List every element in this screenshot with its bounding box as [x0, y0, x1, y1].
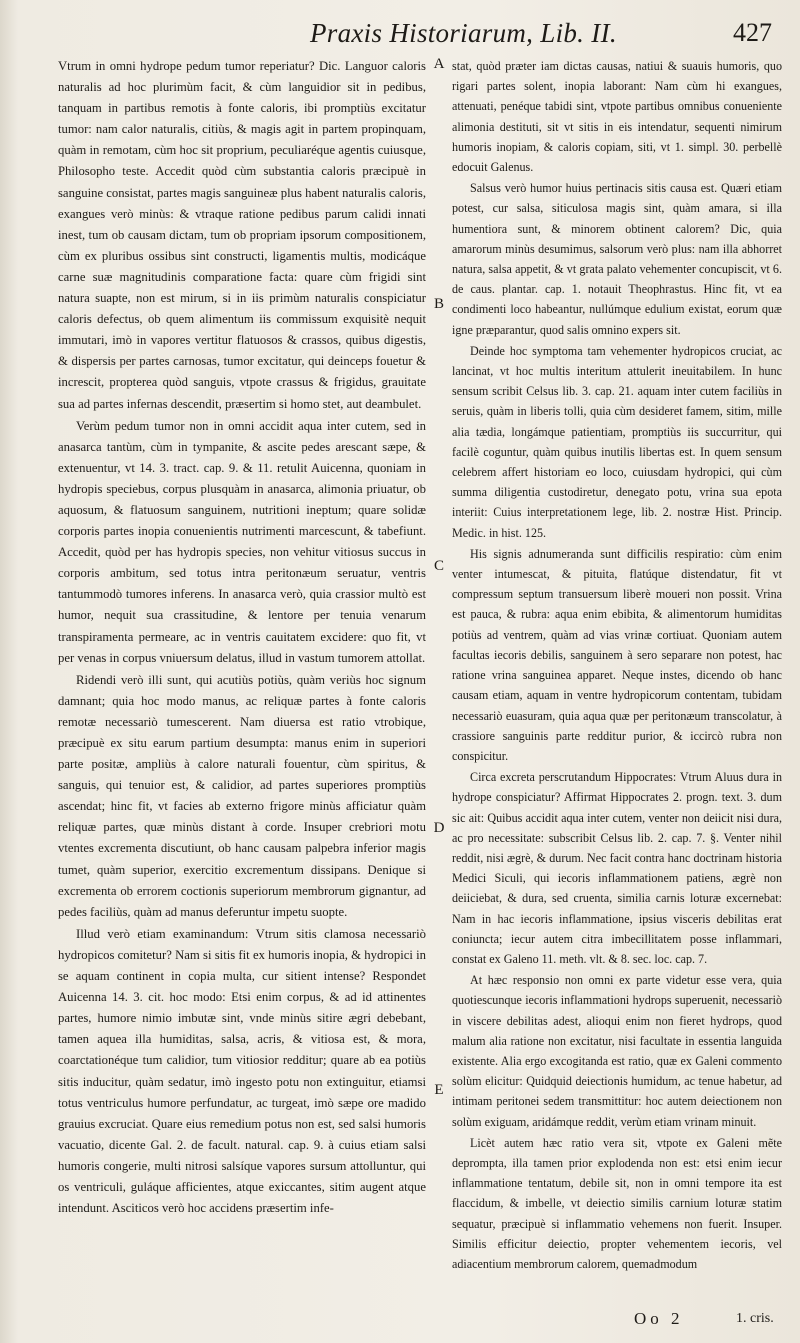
margin-marker-d: D [433, 820, 445, 836]
catchword: 1. cris. [736, 1311, 774, 1326]
paragraph: Circa excreta perscrutandum Hippocrates: Vtrum Aluus dura in hydrope conspiciatur? Affirmat Hippocrates 2. progn. text. 3. dum sic ait: Quibus accidit aqua inter cutem, venter non deiicit nisi dura, ac pro necessitate: subscribit Celsus lib. 2. cap. 7. §. Venter nihil reddit, nisi ægrè, & durum. Nec facit contra hanc doctrinam historia Medici Siculi, qui iecoris inflammationem patiens, ægrè non deiiciebat, & dura, sed cruenta, similia carnis loturæ excernebat: Nam in hac iecoris inflammatione, ipsius visceris debilitas erat coniuncta; iecur autem citra imbecillitatem posse inflammari, constat ex Galeno 11. meth. vlt. & 8. sec. loc. cap. 7. [452, 770, 782, 966]
running-title: Praxis Historiarum, Lib. II. [310, 18, 617, 48]
paragraph: Ridendi verò illi sunt, qui acutiùs potiùs, quàm veriùs hoc signum damnant; quia hoc modo manus, ac reliquæ partes à fonte caloris remotæ necessariò tumescerent. Nam diuersa est ratio vtrobique, præcipuè ex situ earum partium desumpta: manus enim in superiori parte positæ, ampliùs à calore naturali fouentur, cùm spiritus, & sanguis, qui tenuior est, & calidior, ad partes superiores promptiùs ascendat; hinc fit, vt facies ab externo frigore minùs afficiatur quàm reliquæ partes, quæ minùs distant à corde. Insuper crebriori motu vtentes excrementa discutiunt, ob hanc causam palpebra inferior magis tumet, quàm superior, exercitio excrementum dissipans. Denique si excrementa ob errorem coctionis superiorum membrorum gignantur, ad pedes faciliùs, quàm ad manus deferuntur impetu suopte. [58, 672, 426, 919]
left-column [58, 56, 426, 1219]
paragraph: Salsus verò humor huius pertinacis sitis causa est. Quæri etiam potest, cur salsa, siticulosa magis sint, quàm amara, si illa humentiora sunt, & minorem obtinent calorem? Dic, quia amarorum minùs desumimus, salsorum verò plus: nam illa abhorret natura, salsa appetit, & vt grata palato vehementer concupiscit, vt 6. de caus. plantar. cap. 1. notauit Theophrastus. Hinc fit, vt ea condimenti loco habeantur, nullúmque edulium existat, eorum quæ igne præparantur, quod salis omnino expers sit. [452, 181, 782, 337]
paragraph: Licèt autem hæc ratio vera sit, vtpote ex Galeni mẽte deprompta, illa tamen prior explodenda non est: etsi enim iecur inflammatione tentatum, debile sit, non in omni tempore ita est flaccidum, & imbelle, vt deiectio similis carnium loturæ statim sequatur, præcipuè si inflammatio vehemens non fuerit. Insuper. Similis efficitur deiectio, propter vehementem iecoris, vel adiacentium membrorum calorem, quemadmodum [452, 1135, 782, 1271]
page-footer [0, 1309, 800, 1339]
right-column [452, 56, 782, 1274]
page-number: 427 [733, 18, 772, 47]
page-header [60, 18, 780, 58]
paragraph: stat, quòd præter iam dictas causas, natiui & suauis humoris, quo rigari partes solent, inopia laborant: Nam cùm hi exangues, attenuati, penéque tabidi sint, vtpote partibus omnibus conueniente alimonia destituti, sit vt sitis in eis intendatur, sequenti nimirum humoris inopiam, & caloris copiam, siti, vt 1. simpl. 30. perbellè edocuit Galenus. [452, 59, 782, 175]
margin-marker-e: E [434, 1082, 444, 1098]
signature-mark: Oo 2 [634, 1309, 684, 1328]
paragraph: Illud verò etiam examinandum: Vtrum sitis clamosa necessariò hydropicos comitetur? Nam si sitis fit ex humoris inopia, & hydropici in se aquam continent in copia multa, cur sitient intense? Respondet Auicenna 14. 3. cit. hoc modo: Etsi enim corpus, & ad id attinentes partes, humore nimio imbutæ sint, vnde minùs sitire ægri debebant, tamen aquea illa humiditas, salsa, acris, & vitiosa est, & mora, coarctationéque tum calidior, tum vitiosior redditur; quare ab ea potiùs sitis inducitur, quàm sedatur, imò ingesto potu non extinguitur, etiamsi totus ventriculus humore perfundatur, ac turgeat, imò sæpe ore madido grauius excruciat. Quare eius remedium potus non est, sed salsi humoris vacuatio, dicente Gal. 2. de facult. natural. cap. 9. à cuius etiam salsi humoris congerie, multi nitrosi salsíque vapores sursum attolluntur, qui os ventriculi, guláque afficientes, atque exiccantes, sitim augent atque intendunt. Asciticos verò hoc accidens præsertim infe- [58, 926, 426, 1216]
margin-marker-b: B [433, 296, 444, 312]
paragraph: At hæc responsio non omni ex parte videtur esse vera, quia quotiescunque iecoris inflammationi hydrops superuenit, necessariò in viscere debilitas adest, alioqui enim non fieret hydrops, quod malum alia ratione non excitatur, nisi facultate in essentia languida existente. Alia ergo excogitanda est ratio, quæ ex Galeni commento solùm elicitur: Quidquid deiectionis humidum, ac tenue habetur, ad intimam peritonei sedem transmittitur: hoc autem deiectionem non solùm exiguam, aridámque reddit, verùm etiam vrinam minuit. [452, 973, 782, 1129]
paragraph: Deinde hoc symptoma tam vehementer hydropicos cruciat, ac lancinat, vt hoc multis interitum attulerit ineuitabilem. In hunc sensum scribit Celsus lib. 3. cap. 21. aquam inter cutem faciliùs in seruis, quàm in liberis tolli, quia cùm desideret famem, sitim, mille alia tædia, longámque patientiam, promptiùs iis succurritur, qui facilè coguntur, quàm quibus inutilis libertas est. In quem sensum celebrem affert historiam eo loco, cuiusdam hydropici, qui cùm summa diligentia custodiretur, denegato potu, vrina sua epota interiit: Cuius interpretationem lege, lib. 2. nostræ Hist. Princip. Medic. in hist. 125. [452, 343, 782, 540]
paragraph: Vtrum in omni hydrope pedum tumor reperiatur? Dic. Languor caloris naturalis ad hoc plurimùm facit, & cùm languidior sit in pedibus, tanquam in partibus remotis à fonte caloris, ibi promptiùs excitatur tumor: nam calor naturalis, citiùs, & magis agit in partem propinquam, quàm in remotam, cùm hoc sit proprium, peculiaréque agentis cuiusque, Philosopho teste. Accedit quòd cùm substantia caloris præcipuè in sanguine consistat, partes magis sanguineæ plus habent naturalis caloris, exangues verò minùs: & vtraque ratione pedibus parum calidi innati inest, tum ob causam dictam, tum ob propriam ipsorum compositionem, cùm ex pluribus ossibus sint constructi, ligamentis multis, modicáque carne suæ magnitudinis comparatione facta: quare cùm frigidi sint natura suapte, non est mirum, si in iis primùm naturalis conspiciatur caloris defectus, ob quem alimentum iis commissum exquisitè nequit immutari, imò in vapores vertitur flatuosos & crassos, quibus digestis, & dispersis per partes carnosas, tumor excitatur, qui deinceps fouetur & increscit, propterea quòd sanguis, vtpote crassus & frigidus, grauitate sua ad partes infernas descendit, præsertim si homo stet, aut deambulet. [58, 59, 426, 411]
paragraph: Verùm pedum tumor non in omni accidit aqua inter cutem, sed in anasarca tantùm, cùm in tympanite, & ascite pedes arescant sæpe, & extenuentur, vt 14. 3. tract. cap. 9. & 11. retulit Auicenna, quoniam in hydropis speciebus, corpus plusquàm in anasarca, alimonia priuatur, ob aquosum, & flatuosum sanguinem, nutritioni ineptum; quare solidæ corporis partes inopia conuenientis nutrimenti marcescunt, & tabefiunt. Accedit, quòd per has hydropis species, non vehitur vitiosus succus in corporis ambitum, sed totus intra peritonæum seruatur, ventris tantummodò tumores inferens. In anasarca verò, quia crassior multò est humor, nequit sua crassitudine, & lentore per tenuia venarum transpiramenta permeare, ac in ventris cauitatem excidere: quo fit, vt per venas in corpus vniuersum delatus, illud in vastum tumorem attollat. [58, 418, 426, 665]
margin-marker-a: A [433, 56, 445, 72]
paragraph: His signis adnumeranda sunt difficilis respiratio: cùm enim venter intumescat, & pituita, flatúque distendatur, fit vt compressum septum transuersum liberè moueri non possit. Vrina est pauca, & rubra: aqua enim ebibita, & alimentorum humiditas potiùs ad ventrem, quàm ad vias vrinæ cortiuat. Quoniam autem facultas iecoris debilis, sanguinem à sero separare non potest, hac ratione vrina sanguinea apparet. Neque instes, dicendo ob hanc causam etiam, aquam in ventre hydropicorum contentam, tubidam necessariò euasuram, quia aqua quæ per peritonæum transcolatur, à crassiore sanguinis parte redditur purior, & iccircò rubra non conspicitur. [452, 546, 782, 763]
margin-marker-c: C [433, 558, 444, 574]
